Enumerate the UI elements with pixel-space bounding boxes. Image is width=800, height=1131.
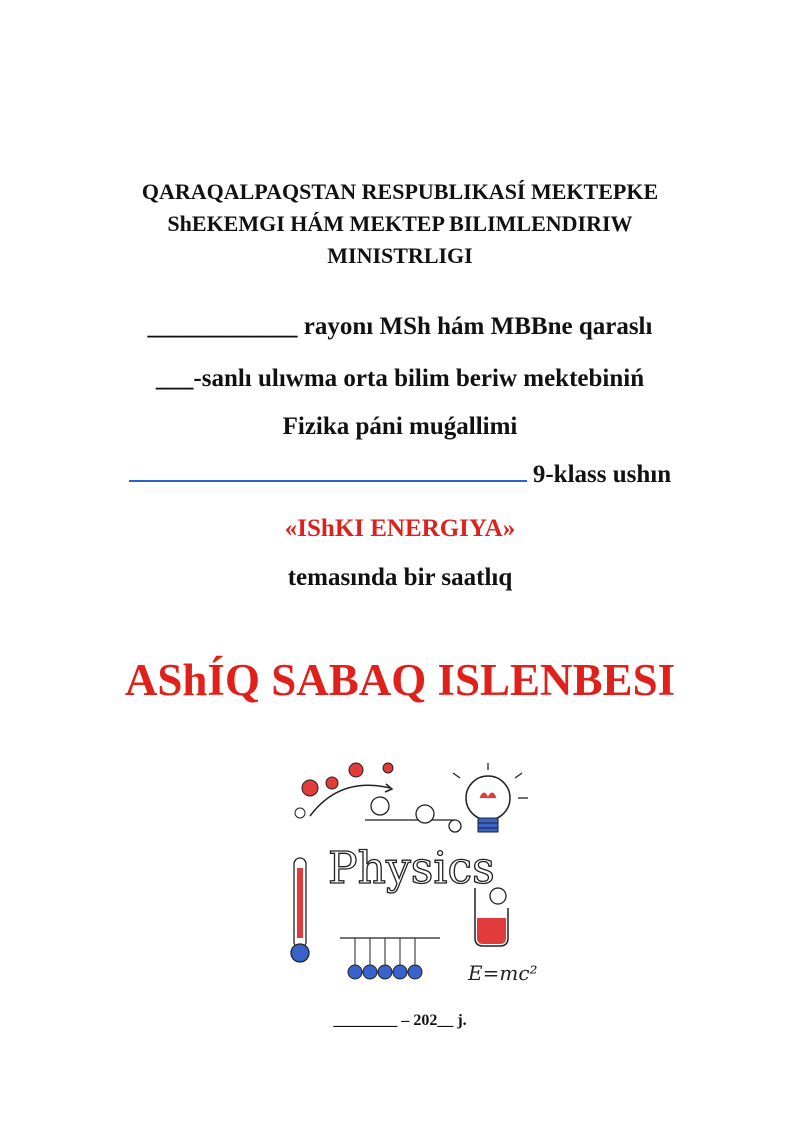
class-line-row	[0, 461, 800, 489]
newtons-cradle-icon	[340, 938, 440, 979]
main-title: AShÍQ SABAQ ISLENBESI	[124, 655, 676, 705]
physics-illustration	[270, 758, 540, 994]
formula-text: E=mc²	[468, 961, 538, 985]
thermometer-icon	[291, 858, 309, 962]
class-line: 9-klass ushın	[532, 461, 672, 488]
ministry-header	[0, 176, 800, 272]
school-line: ___-sanlı ulıwma orta bilim beriw mektebiniń	[155, 365, 645, 392]
teacher-line: Fizika páni muǵallimi	[282, 413, 518, 440]
date-line: ________ – 202__ j.	[333, 1012, 467, 1029]
light-bulb-icon	[453, 763, 528, 832]
teacher-name-blank	[129, 462, 527, 482]
flask-icon	[475, 888, 508, 946]
topic-title: «IShKI ENERGIYA»	[284, 515, 516, 542]
topic-suffix: temasında bir saatlıq	[287, 564, 513, 591]
ministry-line-3: MINISTRLIGI	[327, 243, 473, 268]
district-line: ____________ rayonı MSh hám MBBne qaraslı	[147, 313, 653, 340]
ministry-line-2: ShEKEMGI HÁM MEKTEP BILIMLENDIRIW	[167, 211, 633, 236]
ministry-line-1: QARAQALPAQSTAN RESPUBLIKASÍ MEKTEPKE	[141, 179, 659, 204]
physics-word: Physics	[328, 843, 495, 894]
pulley-icon	[365, 797, 461, 832]
